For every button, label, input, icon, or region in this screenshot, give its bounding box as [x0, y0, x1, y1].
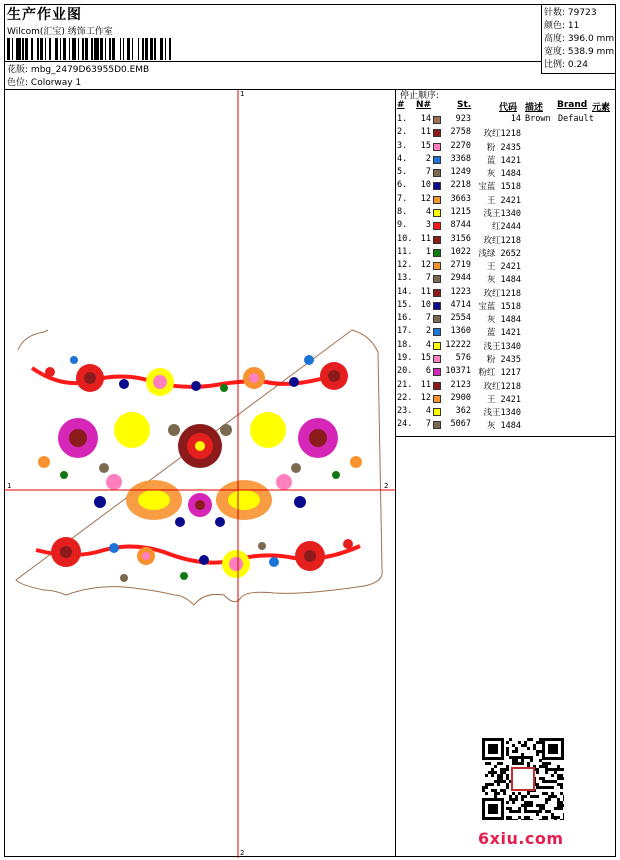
row-code: 宝蓝 1518 — [478, 182, 521, 193]
row-stitches: 3156 — [450, 233, 471, 244]
row-index: 20. — [397, 366, 413, 377]
row-index: 10. — [397, 233, 413, 244]
color-swatch — [433, 275, 441, 283]
row-code: 蓝 1421 — [486, 328, 521, 339]
color-swatch — [433, 222, 441, 230]
row-index: 7. — [397, 193, 408, 204]
col-header-brand: Brand — [557, 100, 588, 110]
color-row — [397, 326, 616, 339]
col-header-stitches: St. — [457, 100, 472, 110]
row-needle: 4 — [425, 206, 431, 217]
stat-scale: 比例: 0.24 — [544, 60, 588, 70]
row-stitches: 1215 — [450, 206, 471, 217]
stop-sequence-title: 停止顺序: — [400, 91, 440, 101]
row-needle: 7 — [425, 313, 431, 324]
row-stitches: 3663 — [450, 193, 471, 204]
row-index: 3. — [397, 140, 408, 151]
row-index: 11. — [397, 246, 413, 257]
row-index: 13. — [397, 273, 413, 284]
col-header-element: 元素 — [592, 103, 611, 113]
row-stitches: 362 — [455, 406, 471, 417]
row-index: 14. — [397, 286, 413, 297]
row-index: 2. — [397, 127, 408, 138]
row-stitches: 2123 — [450, 379, 471, 390]
color-row — [397, 380, 616, 393]
color-swatch — [433, 328, 441, 336]
color-row — [397, 141, 616, 154]
row-code: 灰 1484 — [486, 275, 521, 286]
color-row — [397, 340, 616, 353]
color-swatch — [433, 156, 441, 164]
row-index: 6. — [397, 180, 408, 191]
row-needle: 10 — [420, 299, 431, 310]
color-row — [397, 393, 616, 406]
row-code: 粉红 1217 — [478, 368, 521, 379]
row-needle: 11 — [420, 379, 431, 390]
row-code: 红2444 — [492, 222, 521, 233]
row-code: 浅王1340 — [483, 408, 521, 419]
row-code: 浅王1340 — [483, 341, 521, 352]
col-header-needle: N# — [416, 100, 432, 110]
row-stitches: 3368 — [450, 153, 471, 164]
row-code: 粉 2435 — [486, 355, 521, 366]
color-swatch — [433, 302, 441, 310]
color-swatch — [433, 169, 441, 177]
row-stitches: 2758 — [450, 127, 471, 138]
row-stitches: 2218 — [450, 180, 471, 191]
row-index: 5. — [397, 167, 408, 178]
top-flowers — [45, 355, 348, 396]
row-needle: 15 — [420, 353, 431, 364]
color-row — [397, 406, 616, 419]
row-needle: 11 — [420, 127, 431, 138]
row-code: 玫红1218 — [483, 288, 521, 299]
watermark: 6xiu.com — [478, 829, 564, 848]
color-swatch — [433, 315, 441, 323]
row-stitches: 1360 — [450, 326, 471, 337]
row-needle: 11 — [420, 233, 431, 244]
color-row — [397, 247, 616, 260]
color-swatch — [433, 289, 441, 297]
row-index: 21. — [397, 379, 413, 390]
color-swatch — [433, 116, 441, 124]
color-row — [397, 234, 616, 247]
axis-label-right: 2 — [384, 482, 389, 490]
color-swatch — [433, 342, 441, 350]
color-row — [397, 180, 616, 193]
row-needle: 7 — [425, 167, 431, 178]
stats-panel — [541, 4, 616, 74]
design-canvas — [4, 89, 396, 857]
color-row — [397, 313, 616, 326]
colorway-row — [7, 75, 81, 88]
row-stitches: 2554 — [450, 313, 471, 324]
color-swatch — [433, 408, 441, 416]
row-code: 14 — [510, 114, 521, 124]
center-motif — [38, 412, 362, 527]
color-swatch — [433, 421, 441, 429]
design-file-name: mbg_2479D63955D0.EMB — [30, 65, 150, 75]
embroidery-preview — [4, 90, 396, 858]
row-stitches: 2719 — [450, 260, 471, 271]
row-stitches: 2270 — [450, 140, 471, 151]
row-needle: 12 — [420, 193, 431, 204]
color-swatch — [433, 382, 441, 390]
row-code: 王 2421 — [486, 394, 521, 405]
row-needle: 1 — [425, 246, 431, 257]
row-code: 粉 2435 — [486, 142, 521, 153]
row-index: 12. — [397, 260, 413, 271]
row-code: 宝蓝 1518 — [478, 301, 521, 312]
color-swatch — [433, 368, 441, 376]
row-index: 18. — [397, 339, 413, 350]
row-needle: 11 — [420, 286, 431, 297]
color-swatch — [433, 196, 441, 204]
color-row — [397, 154, 616, 167]
stat-height: 高度: 396.0 mm — [544, 34, 615, 44]
row-needle: 4 — [425, 406, 431, 417]
row-needle: 12 — [420, 260, 431, 271]
color-row — [397, 220, 616, 233]
row-desc: Brown — [525, 114, 551, 124]
row-code: 玫红1218 — [483, 129, 521, 140]
row-stitches: 8744 — [450, 220, 471, 231]
row-index: 1. — [397, 114, 408, 124]
col-header-index: # — [397, 100, 405, 110]
row-code: 浅绿 2652 — [478, 248, 521, 259]
colorway-label: 色位: — [7, 78, 29, 88]
color-swatch — [433, 355, 441, 363]
axis-label-top: 1 — [240, 90, 245, 98]
row-code: 浅王1340 — [483, 208, 521, 219]
row-code: 玫红1218 — [483, 381, 521, 392]
row-stitches: 576 — [455, 353, 471, 364]
color-swatch — [433, 395, 441, 403]
row-stitches: 12222 — [445, 339, 471, 350]
color-row — [397, 287, 616, 300]
row-needle: 3 — [425, 220, 431, 231]
color-row — [397, 127, 616, 140]
stat-stitches: 针数: 79723 — [544, 8, 597, 18]
row-index: 17. — [397, 326, 413, 337]
color-swatch — [433, 249, 441, 257]
row-index: 15. — [397, 299, 413, 310]
row-needle: 7 — [425, 419, 431, 430]
color-swatch — [433, 262, 441, 270]
row-stitches: 1223 — [450, 286, 471, 297]
row-code: 蓝 1421 — [486, 155, 521, 166]
row-needle: 12 — [420, 392, 431, 403]
row-index: 9. — [397, 220, 408, 231]
col-header-desc: 描述 — [525, 103, 544, 113]
row-stitches: 923 — [455, 114, 471, 124]
row-needle: 6 — [425, 366, 431, 377]
axis-label-left: 1 — [7, 482, 12, 490]
qr-code — [482, 738, 564, 820]
colorway-value: Colorway 1 — [30, 78, 82, 88]
row-code: 灰 1484 — [486, 421, 521, 432]
row-needle: 15 — [420, 140, 431, 151]
row-stitches: 2900 — [450, 392, 471, 403]
color-swatch — [433, 209, 441, 217]
row-index: 19. — [397, 353, 413, 364]
row-index: 24. — [397, 419, 413, 430]
axis-label-bottom: 2 — [240, 849, 245, 857]
color-swatch — [433, 236, 441, 244]
color-row — [397, 353, 616, 366]
row-code: 玫红1218 — [483, 235, 521, 246]
color-swatch — [433, 129, 441, 137]
color-row — [397, 194, 616, 207]
page-title: 生产作业图 — [7, 7, 82, 23]
row-stitches: 1022 — [450, 246, 471, 257]
barcode — [7, 38, 237, 60]
bottom-flowers — [51, 537, 353, 582]
studio-name: Wilcom(汇宝) 绣饰工作室 — [7, 27, 113, 37]
row-index: 23. — [397, 406, 413, 417]
panel-divider — [396, 436, 616, 437]
row-code: 灰 1484 — [486, 315, 521, 326]
row-needle: 2 — [425, 326, 431, 337]
row-needle: 4 — [425, 339, 431, 350]
color-row — [397, 260, 616, 273]
color-row — [397, 300, 616, 313]
stat-width: 宽度: 538.9 mm — [544, 47, 615, 57]
color-row — [397, 419, 616, 432]
row-index: 16. — [397, 313, 413, 324]
header — [4, 4, 541, 90]
row-stitches: 1249 — [450, 167, 471, 178]
color-swatch — [433, 182, 441, 190]
row-code: 王 2421 — [486, 262, 521, 273]
color-row — [397, 366, 616, 379]
row-needle: 2 — [425, 153, 431, 164]
row-index: 4. — [397, 153, 408, 164]
row-brand: Default — [558, 114, 594, 124]
row-needle: 14 — [420, 114, 431, 124]
row-stitches: 5067 — [450, 419, 471, 430]
design-file-label: 花版: — [7, 65, 29, 75]
color-row — [397, 167, 616, 180]
row-index: 8. — [397, 206, 408, 217]
row-code: 王 2421 — [486, 195, 521, 206]
row-stitches: 10371 — [445, 366, 471, 377]
color-row — [397, 273, 616, 286]
color-swatch — [433, 143, 441, 151]
col-header-code: 代码 — [499, 103, 518, 113]
row-needle: 7 — [425, 273, 431, 284]
row-needle: 10 — [420, 180, 431, 191]
row-stitches: 4714 — [450, 299, 471, 310]
color-row — [397, 114, 616, 127]
row-code: 灰 1484 — [486, 169, 521, 180]
stat-colors: 颜色: 11 — [544, 21, 580, 31]
color-row — [397, 207, 616, 220]
row-stitches: 2944 — [450, 273, 471, 284]
row-index: 22. — [397, 392, 413, 403]
design-file-row — [7, 62, 149, 75]
